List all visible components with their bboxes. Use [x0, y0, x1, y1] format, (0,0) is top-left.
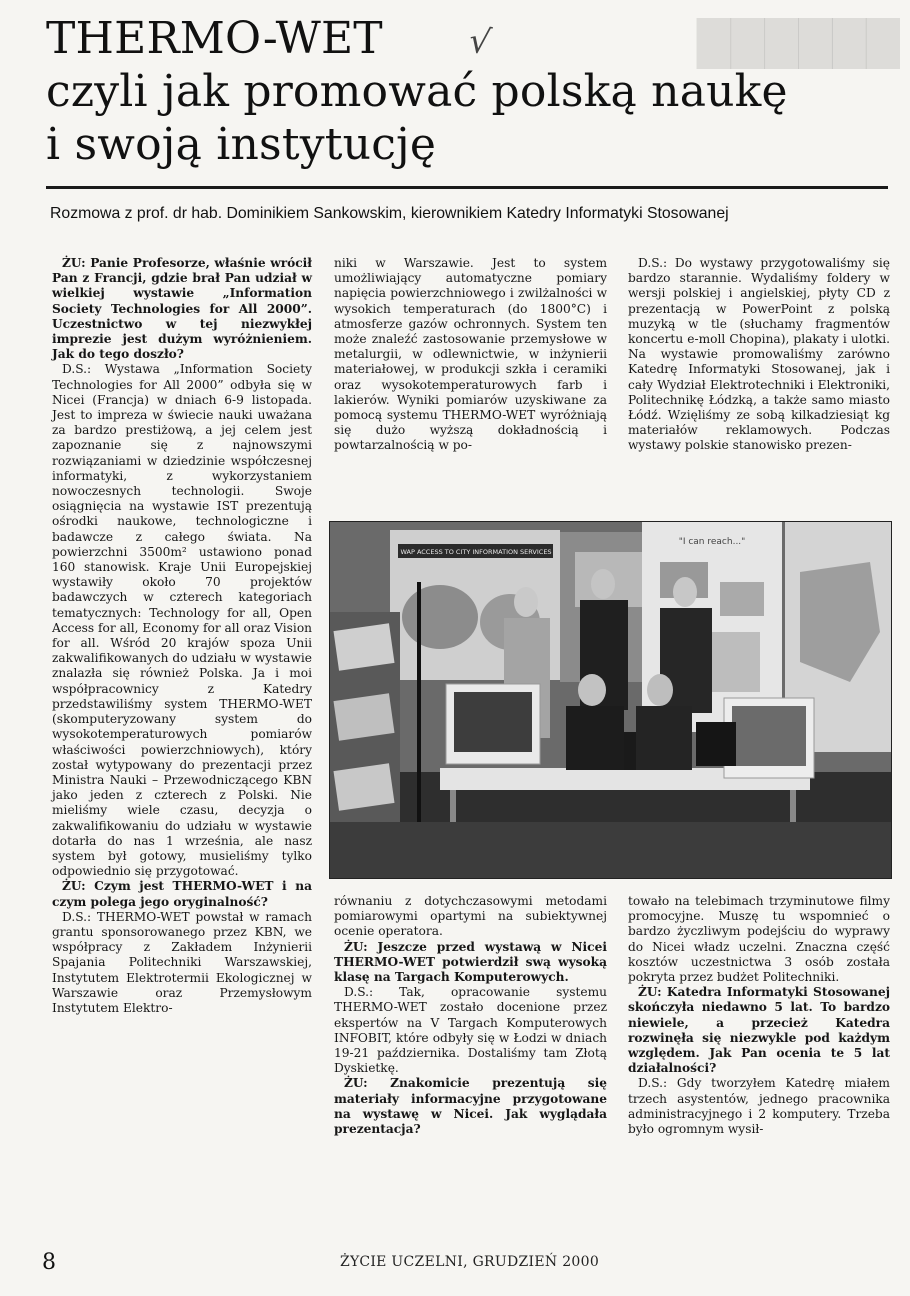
poster-left-caption: WAP ACCESS TO CITY INFORMATION SERVICES	[400, 548, 552, 556]
headline-line-3: i swoją instytucję	[46, 119, 437, 170]
poster-right-caption: "I can reach..."	[678, 537, 746, 547]
question-5: ŻU: Katedra Informatyki Stosowanej skończyła niedawno 5 lat. To bardzo niewiele, a przecież Katedra rozwinęła się niezwykle pod każdym względem. Jak Pan ocenia te 5 lat działalności?	[628, 985, 890, 1076]
publication-footer: ŻYCIE UCZELNI, GRUDZIEŃ 2000	[340, 1254, 600, 1270]
page-number: 8	[42, 1250, 56, 1275]
answer-2: D.S.: THERMO-WET powstał w ramach grantu sponsorowanego przez KBN, we współpracy z Zakładem Inżynierii Spajania Politechniki Warszawskiej, Instytutem Elektrotermii Ekologicznej w Warszawie oraz Przemysłowym Instytutem Elektro-	[52, 909, 312, 1015]
handwritten-check-mark: √	[466, 20, 494, 64]
headline-line-1: THERMO-WET	[46, 13, 383, 64]
exhibition-stand-photo	[329, 521, 892, 879]
question-4: ŻU: Znakomicie prezentują się materiały informacyjne przygotowane na wystawę w Nicei. Jak wyglądała prezentacja?	[334, 1076, 607, 1137]
photo-illustration	[330, 522, 891, 878]
answer-4-end: towało na telebimach trzyminutowe filmy promocyjne. Muszę tu wspomnieć o bardzo życzliwym podejściu do wyprawy do Nicei władz uczelni. Znaczna część kosztów uczestnictwa 3 osób została pokryta przez budżet Politechniki.	[628, 894, 890, 985]
article-subhead: Rozmowa z prof. dr hab. Dominikiem Sankowskim, kierownikiem Katedry Informatyki Stosowanej	[50, 205, 729, 222]
answer-2-continued: niki w Warszawie. Jest to system umożliwiający automatyczne pomiary napięcia powierzchniowego i zwilżalności w wysokich temperaturach (do 1800°C) i atmosferze gazów ochronnych. System ten może znaleźć zastosowanie przemysłowe w metalurgii, w odlewnictwie, w inżynierii materiałowej, w produkcji szkła i ceramiki oraz wysokotemperaturowych farb i lakierów. Wyniki pomiarów uzyskiwane za pomocą systemu THERMO-WET wyróżniają się dużo wyższą dokładnością i powtarzalnością w po-	[334, 256, 607, 453]
answer-1: D.S.: Wystawa „Information Society Technologies for All 2000” odbyła się w Nicei (Francja) w dniach 6-9 listopada. Jest to impreza w świecie nauki uważana za bardzo prestiżową, a jej celem jest zapoznanie się z najnowszymi rozwiązaniami w dziedzinie współczesnej informatyki, z wykorzystaniem nowoczesnych technologii. Swoje osiągnięcia na wystawie IST prezentują ośrodki naukowe, technologiczne i badawcze z całego świata. Na powierzchni 3500m² ustawiono ponad 160 stanowisk. Kraje Unii Europejskiej wystawiły około 70 projektów badawczych w czterech kategoriach tematycznych: Technology for all, Open Access for all, Economy for all oraz Vision for all. Wśród 20 krajów spoza Unii zakwalifikowanych do udziału w wystawie znalazła się również Polska. Ja i moi współpracownicy z Katedry przedstawiliśmy system THERMO-WET (skomputeryzowany system do wysokotemperaturowych pomiarów właściwości powierzchniowych), który został wytypowany do prezentacji przez Ministra Nauki – Przewodniczącego KBN jako jeden z czterech z Polski. Nie mieliśmy wiele czasu, decyzja o zakwalifikowaniu do udziału w wystawie dotarła do nas 1 września, ale nasz system był gotowy, musieliśmy tylko odpowiednio się przygotować.	[52, 362, 313, 879]
column-2-bottom	[334, 894, 607, 1137]
headline-rule	[46, 186, 888, 189]
question-3: ŻU: Jeszcze przed wystawą w Nicei THERMO-WET potwierdził swą wysoką klasę na Targach Komputerowych.	[334, 939, 607, 985]
answer-3: D.S.: Tak, opracowanie systemu THERMO-WET zostało docenione przez ekspertów na V Targach Komputerowych INFOBIT, które odbyły się w Łodzi w dniach 19-21 października. Dostaliśmy tam Złotą Dyskietkę.	[334, 985, 607, 1076]
column-2-top	[334, 256, 607, 454]
column-1	[52, 256, 312, 1016]
answer-4: D.S.: Do wystawy przygotowaliśmy się bardzo starannie. Wydaliśmy foldery w wersji polskiej i angielskiej, płyty CD z prezentacją w PowerPoint z polską muzyką w tle (słuchamy fragmentów koncertu e-moll Chopina), plakaty i ulotki. Na wystawie promowaliśmy zarówno Katedrę Informatyki Stosowanej, jak i cały Wydział Elektrotechniki i Elektroniki, Politechnikę Łódzką, a także samo miasto Łódź. Wzięliśmy ze sobą kilkadziesiąt kg materiałów reklamowych. Podczas wystawy polskie stanowisko prezen-	[628, 256, 890, 453]
column-3-bottom	[628, 894, 890, 1137]
answer-5: D.S.: Gdy tworzyłem Katedrę miałem trzech asystentów, jednego pracownika administracyjnego i 2 komputery. Trzeba było ogromnym wysił-	[628, 1076, 890, 1137]
question-1: ŻU: Panie Profesorze, właśnie wrócił Pan z Francji, gdzie brał Pan udział w wielkiej wystawie „Information Society Technologies for All 2000”. Uczestnictwo w tej niezwykłej imprezie jest dużym wyróżnieniem. Jak do tego doszło?	[52, 256, 312, 362]
answer-2-end: równaniu z dotychczasowymi metodami pomiarowymi opartymi na subiektywnej ocenie operatora.	[334, 894, 607, 939]
bleed-through-decoration: ██████	[696, 18, 900, 69]
column-3-top	[628, 256, 890, 454]
question-2: ŻU: Czym jest THERMO-WET i na czym polega jego oryginalność?	[52, 879, 312, 909]
headline-line-2: czyli jak promować polską naukę	[46, 66, 788, 117]
article-headline	[46, 12, 788, 171]
